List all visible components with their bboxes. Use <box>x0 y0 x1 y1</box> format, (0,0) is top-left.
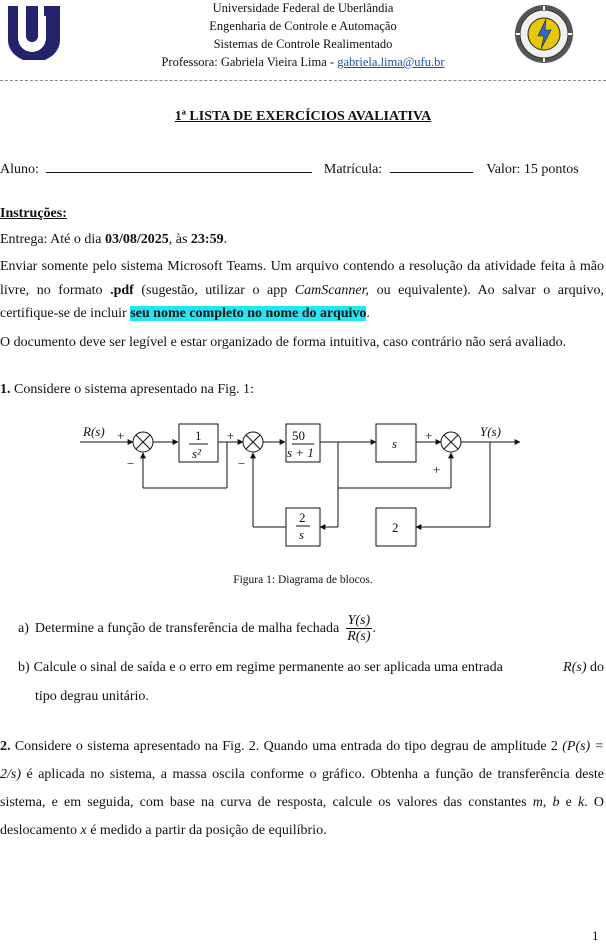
document-header <box>120 0 486 71</box>
constant-b: b <box>552 795 560 810</box>
deadline-mid: , às <box>168 232 191 247</box>
block-h2-label: 2 <box>392 520 399 535</box>
j2-plus-sign: + <box>227 428 235 443</box>
submission-instructions <box>0 255 604 326</box>
page-number: 1 <box>592 928 599 943</box>
deadline-prefix: Entrega: Até o dia <box>0 232 105 247</box>
block-g1-numerator: 1 <box>195 428 202 443</box>
item-a-end: . <box>372 620 377 636</box>
block-h1-numerator: 2 <box>299 510 306 525</box>
question-2-statement <box>0 733 604 845</box>
professor-line <box>120 53 486 71</box>
question-2-number: 2. <box>0 739 11 754</box>
j3-plus-sign-bottom: + <box>433 462 441 477</box>
item-a <box>18 613 376 644</box>
header-divider <box>0 80 606 81</box>
ufu-logo <box>4 2 64 60</box>
j1-minus-sign: − <box>127 456 135 471</box>
block-g2-denominator: s + 1 <box>287 445 314 460</box>
displacement-x: x <box>80 823 87 838</box>
submission-end: . <box>366 306 370 321</box>
question-1-text: Considere o sistema apresentado na Fig. 1: <box>10 382 254 397</box>
diagram-input-label: R(s) <box>83 424 105 439</box>
professor-name: Professora: Gabriela Vieira Lima - <box>161 55 338 69</box>
question-2-sep-1: , <box>542 795 553 810</box>
j3-plus-sign: + <box>425 428 433 443</box>
question-2-text-3: . O deslocamento <box>0 795 604 838</box>
item-b-label: b) <box>18 660 30 675</box>
fraction-denominator: R(s) <box>347 629 371 644</box>
course-name: Engenharia de Controle e Automação <box>209 19 397 33</box>
submission-text-a: Enviar somente pelo sistema Microsoft Teams. Um arquivo contendo a resolução da atividade feita à mão livre, no formato <box>0 259 604 298</box>
course-seal-logo <box>513 3 575 65</box>
item-b-continuation: tipo degrau unitário. <box>35 689 149 704</box>
transfer-function-fraction <box>345 613 372 644</box>
pdf-format: .pdf <box>110 282 134 298</box>
student-info-line <box>0 161 579 178</box>
question-1-statement <box>0 382 254 398</box>
instructions-heading: Instruções: <box>0 206 67 221</box>
deadline-time: 23:59 <box>190 232 224 247</box>
figure-1-caption: Figura 1: Diagrama de blocos. <box>233 574 373 586</box>
fraction-numerator: Y(s) <box>347 613 371 628</box>
deadline-end: . <box>223 232 228 247</box>
question-2-text-2: é aplicada no sistema, a massa oscila conforme o gráfico. Obtenha a função de transferência deste sistema, e em seguida, com base na curva de resposta, calcule os valores das constantes <box>0 767 604 810</box>
constant-k: k <box>578 795 585 810</box>
question-1-number: 1. <box>0 382 11 397</box>
j1-plus-sign: + <box>117 428 125 443</box>
student-name-blank <box>46 161 312 173</box>
university-name: Universidade Federal de Uberlândia <box>212 1 394 15</box>
app-name: CamScanner, <box>294 282 370 298</box>
subject-name: Sistemas de Controle Realimentado <box>213 37 393 51</box>
registration-blank <box>390 161 473 173</box>
registration-label: Matrícula: <box>323 162 383 177</box>
question-2-text-1: Considere o sistema apresentado na Fig. 2. Quando uma entrada do tipo degrau de amplitude 2 <box>10 739 558 754</box>
deadline-line <box>0 232 227 248</box>
j2-minus-sign: − <box>238 456 246 471</box>
diagram-output-label: Y(s) <box>480 424 501 439</box>
submission-text-b: (sugestão, utilizar o app <box>133 282 295 298</box>
item-b-do: do <box>590 660 604 675</box>
submission-text-c: ou equivalente). Ao salvar o arquivo, certifique-se de incluir <box>0 282 604 321</box>
item-b-input: R(s) <box>563 660 587 675</box>
legibility-note: O documento deve ser legível e estar organizado de forma intuitiva, caso contrário não será avaliado. <box>0 335 567 350</box>
highlighted-filename-rule: seu nome completo no nome do arquivo <box>130 306 367 321</box>
item-b-text: Calcule o sinal de saída e o erro em regime permanente ao ser aplicada uma entrada <box>33 660 503 675</box>
deadline-date: 03/08/2025 <box>104 232 169 247</box>
item-a-text: Determine a função de transferência de malha fechada <box>34 620 340 636</box>
block-h1-denominator: s <box>299 527 305 542</box>
block-g1-denominator: s² <box>192 446 201 461</box>
student-name-label: Aluno: <box>0 162 39 177</box>
item-a-label: a) <box>18 620 29 636</box>
question-2-text-4: é medido a partir da posição de equilíbrio. <box>86 823 327 838</box>
block-diagram <box>80 418 520 570</box>
professor-email-link[interactable]: gabriela.lima@ufu.br <box>337 55 445 69</box>
grade-value: Valor: 15 pontos <box>486 162 579 177</box>
block-g2-numerator: 50 <box>292 428 305 443</box>
block-g3-label: s <box>392 436 398 451</box>
question-2-sep-2: e <box>559 795 578 810</box>
page-title: 1ª LISTA DE EXERCÍCIOS AVALIATIVA <box>174 109 432 124</box>
item-b <box>18 660 604 676</box>
constant-m: m <box>532 795 543 810</box>
question-2-formula: (P(s) = 2/s) <box>0 739 604 782</box>
